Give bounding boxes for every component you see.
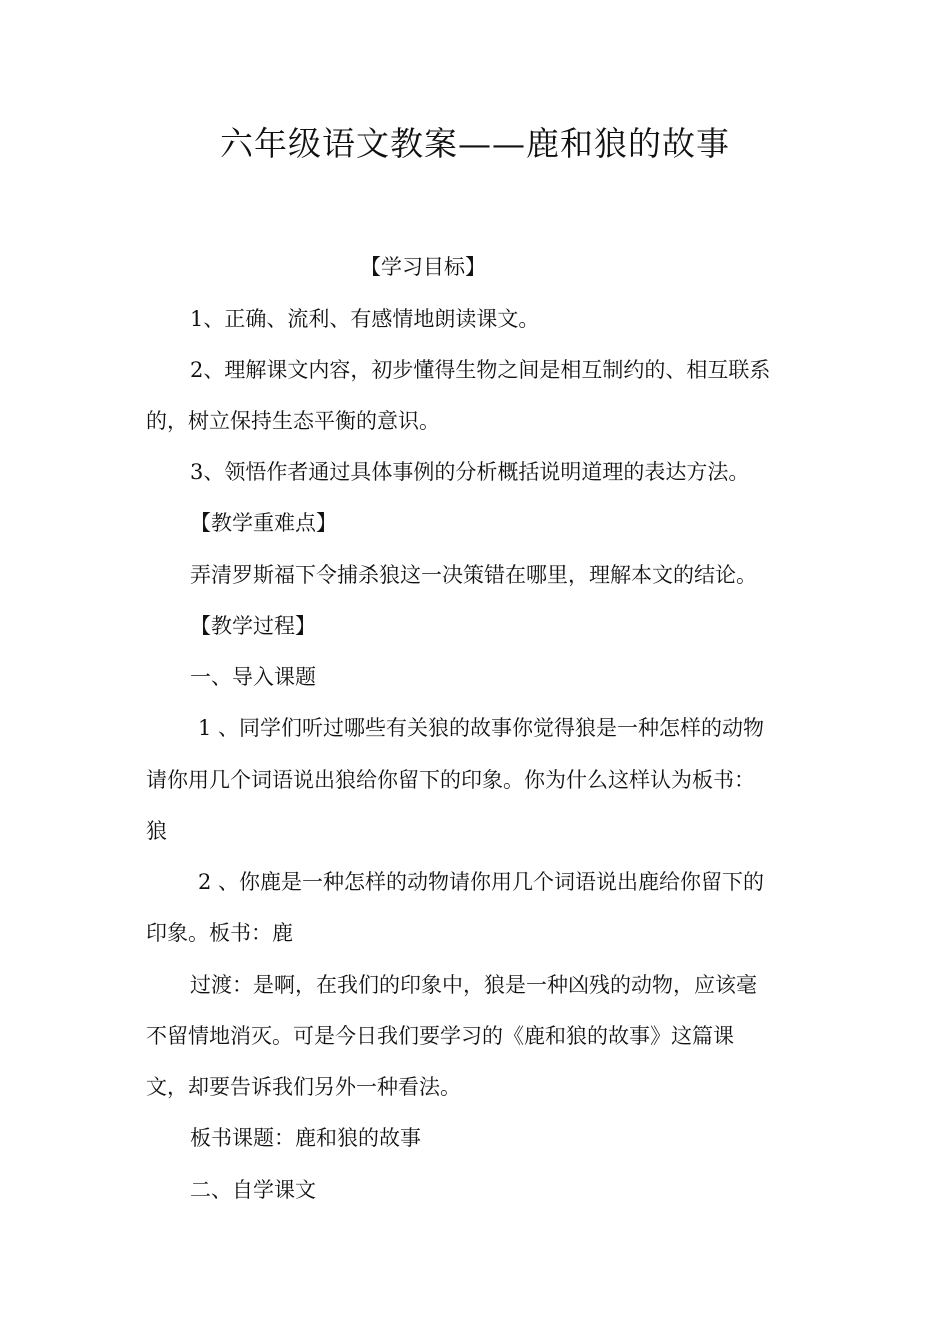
section-heading-key-points: 【教学重难点】 — [190, 511, 337, 535]
paragraph-line: 过渡：是啊，在我们的印象中，狼是一种凶残的动物，应该毫 — [190, 973, 757, 997]
section-heading-teaching-process: 【教学过程】 — [190, 614, 316, 638]
paragraph-line: 印象。板书：鹿 — [146, 921, 293, 945]
subsection-heading: 一、导入课题 — [190, 665, 316, 689]
paragraph-line: 弄清罗斯福下令捕杀狼这一决策错在哪里，理解本文的结论。 — [190, 563, 757, 587]
subsection-heading: 二、自学课文 — [190, 1178, 316, 1202]
paragraph-line: 的，树立保持生态平衡的意识。 — [146, 409, 440, 433]
paragraph-line: 1、正确、流利、有感情地朗读课文。 — [190, 307, 540, 331]
paragraph-line: 不留情地消灭。可是今日我们要学习的《鹿和狼的故事》这篇课 — [146, 1024, 734, 1048]
paragraph-line: 2、理解课文内容，初步懂得生物之间是相互制约的、相互联系 — [190, 358, 771, 382]
paragraph-line: 文，却要告诉我们另外一种看法。 — [146, 1075, 461, 1099]
document-title: 六年级语文教案——鹿和狼的故事 — [220, 124, 730, 163]
section-heading-learning-goals: 【学习目标】 — [360, 255, 486, 279]
paragraph-line: 板书课题：鹿和狼的故事 — [190, 1126, 421, 1150]
paragraph-line: 2 、你鹿是一种怎样的动物请你用几个词语说出鹿给你留下的 — [198, 870, 765, 894]
paragraph-line: 请你用几个词语说出狼给你留下的印象。你为什么这样认为板书： — [146, 768, 755, 792]
paragraph-line: 1 、同学们听过哪些有关狼的故事你觉得狼是一种怎样的动物 — [198, 716, 765, 740]
paragraph-line: 3、领悟作者通过具体事例的分析概括说明道理的表达方法。 — [190, 460, 750, 484]
paragraph-line: 狼 — [146, 819, 167, 843]
